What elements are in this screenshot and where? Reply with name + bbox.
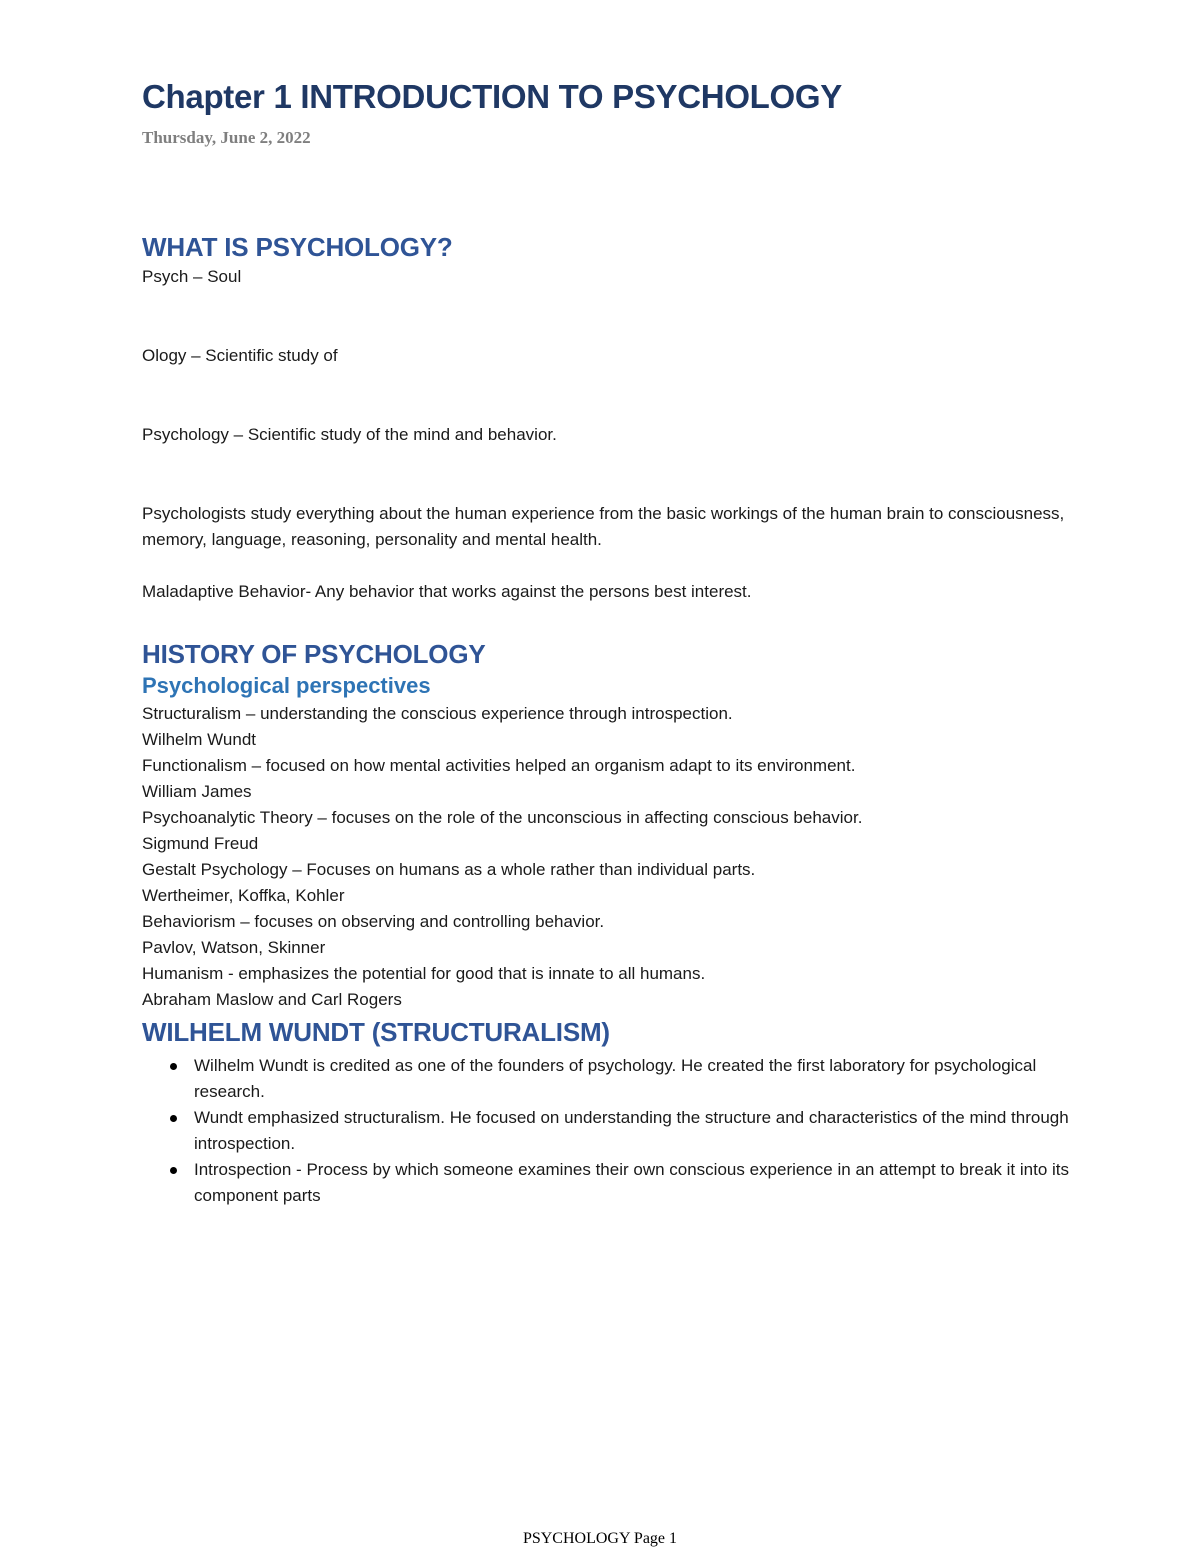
page-footer: PSYCHOLOGY Page 1 [522, 1530, 678, 1547]
subheading-perspectives: Psychological perspectives [142, 673, 431, 698]
list-item-text: Wundt emphasized structuralism. He focused on understanding the structure and characteristics of the mind through introspection. [194, 1108, 1069, 1153]
history-line: Psychoanalytic Theory – focuses on the role of the unconscious in affecting conscious behavior. [142, 808, 863, 827]
history-line: Functionalism – focused on how mental activities helped an organism adapt to its environment. [142, 756, 856, 775]
definition-psych: Psych – Soul [142, 267, 242, 286]
bullet-icon [170, 1115, 177, 1122]
page-title: Chapter 1 INTRODUCTION TO PSYCHOLOGY [142, 78, 842, 115]
spacer [142, 150, 1072, 230]
history-line: Abraham Maslow and Carl Rogers [142, 990, 402, 1009]
list-item [142, 1105, 1072, 1157]
paragraph-maladaptive: Maladaptive Behavior- Any behavior that works against the persons best interest. [142, 582, 752, 601]
history-line: Wertheimer, Koffka, Kohler [142, 886, 345, 905]
history-line: Pavlov, Watson, Skinner [142, 938, 326, 957]
definition-psychology: Psychology – Scientific study of the mind and behavior. [142, 425, 557, 444]
list-item [142, 1157, 1072, 1209]
history-line: Gestalt Psychology – Focuses on humans as a whole rather than individual parts. [142, 860, 756, 879]
list-item-text: Introspection - Process by which someone examines their own conscious experience in an attempt to break it into its component parts [194, 1160, 1069, 1205]
bullet-icon [170, 1063, 177, 1070]
heading-what-is-psychology: WHAT IS PSYCHOLOGY? [142, 232, 453, 262]
history-line: Structuralism – understanding the conscious experience through introspection. [142, 704, 733, 723]
bullet-icon [170, 1167, 177, 1174]
history-line: Behaviorism – focuses on observing and controlling behavior. [142, 912, 605, 931]
spacer [142, 605, 1072, 637]
spacer [142, 448, 1072, 501]
history-line: Humanism - emphasizes the potential for good that is innate to all humans. [142, 964, 706, 983]
paragraph-psychologists: Psychologists study everything about the human experience from the basic workings of the human brain to consciousness, memory, language, reasoning, personality and mental health. [142, 504, 1065, 549]
heading-history: HISTORY OF PSYCHOLOGY [142, 639, 486, 669]
page-content [142, 74, 1072, 1209]
list-item [142, 1053, 1072, 1105]
wundt-bullet-list [142, 1053, 1072, 1209]
spacer [142, 553, 1072, 579]
history-line: Wilhelm Wundt [142, 730, 256, 749]
history-line: Sigmund Freud [142, 834, 259, 853]
spacer [142, 290, 1072, 343]
spacer [142, 369, 1072, 422]
definition-ology: Ology – Scientific study of [142, 346, 338, 365]
page-date: Thursday, June 2, 2022 [142, 128, 311, 147]
heading-wundt: WILHELM WUNDT (STRUCTURALISM) [142, 1017, 610, 1047]
list-item-text: Wilhelm Wundt is credited as one of the founders of psychology. He created the first laboratory for psychological research. [194, 1056, 1037, 1101]
history-line: William James [142, 782, 252, 801]
